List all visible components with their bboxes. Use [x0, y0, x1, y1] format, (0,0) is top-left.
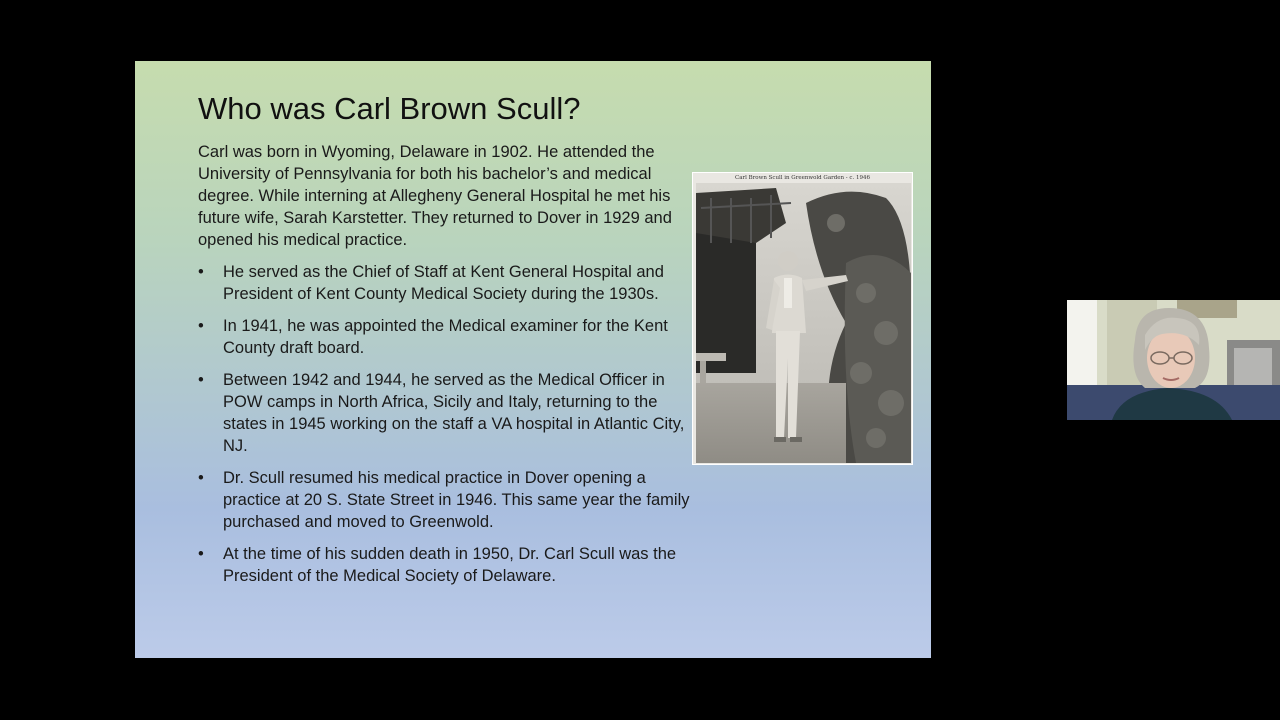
- historical-photo: [692, 172, 913, 465]
- slide-body: [198, 141, 698, 597]
- bullet-text: In 1941, he was appointed the Medical examiner for the Kent County draft board.: [223, 317, 668, 357]
- bullet-dot: •: [198, 469, 204, 487]
- bullet-list: [198, 261, 698, 587]
- bullet-dot: •: [198, 545, 204, 563]
- bullet-dot: •: [198, 263, 204, 281]
- bullet-item: [198, 315, 698, 359]
- webcam-image: [1067, 300, 1280, 420]
- photo-image: [696, 183, 911, 463]
- presentation-slide: [135, 61, 931, 658]
- bullet-dot: •: [198, 371, 204, 389]
- intro-paragraph: Carl was born in Wyoming, Delaware in 1902. He attended the University of Pennsylvania for both his bachelor’s and medical degree. While interning at Allegheny General Hospital he met his future wife, Sarah Karstetter. They returned to Dover in 1929 and opened his medical practice.: [198, 143, 672, 249]
- presenter-webcam: [1067, 300, 1280, 420]
- bullet-text: Between 1942 and 1944, he served as the Medical Officer in POW camps in North Africa, Sicily and Italy, returning to the states in 1945 working on the staff a VA hospital in Atlantic City, NJ.: [223, 371, 685, 455]
- bullet-item: [198, 543, 698, 587]
- bullet-item: [198, 261, 698, 305]
- slide-title: Who was Carl Brown Scull?: [198, 91, 581, 126]
- bullet-text: Dr. Scull resumed his medical practice in Dover opening a practice at 20 S. State Street in 1946. This same year the family purchased and moved to Greenwold.: [223, 469, 690, 531]
- bullet-text: At the time of his sudden death in 1950, Dr. Carl Scull was the President of the Medical Society of Delaware.: [223, 545, 677, 585]
- bullet-text: He served as the Chief of Staff at Kent General Hospital and President of Kent County Medical Society during the 1930s.: [223, 263, 664, 303]
- bullet-item: [198, 369, 698, 457]
- bullet-item: [198, 467, 698, 533]
- photo-caption: Carl Brown Scull in Greenwold Garden - c. 1946: [735, 175, 870, 181]
- bullet-dot: •: [198, 317, 204, 335]
